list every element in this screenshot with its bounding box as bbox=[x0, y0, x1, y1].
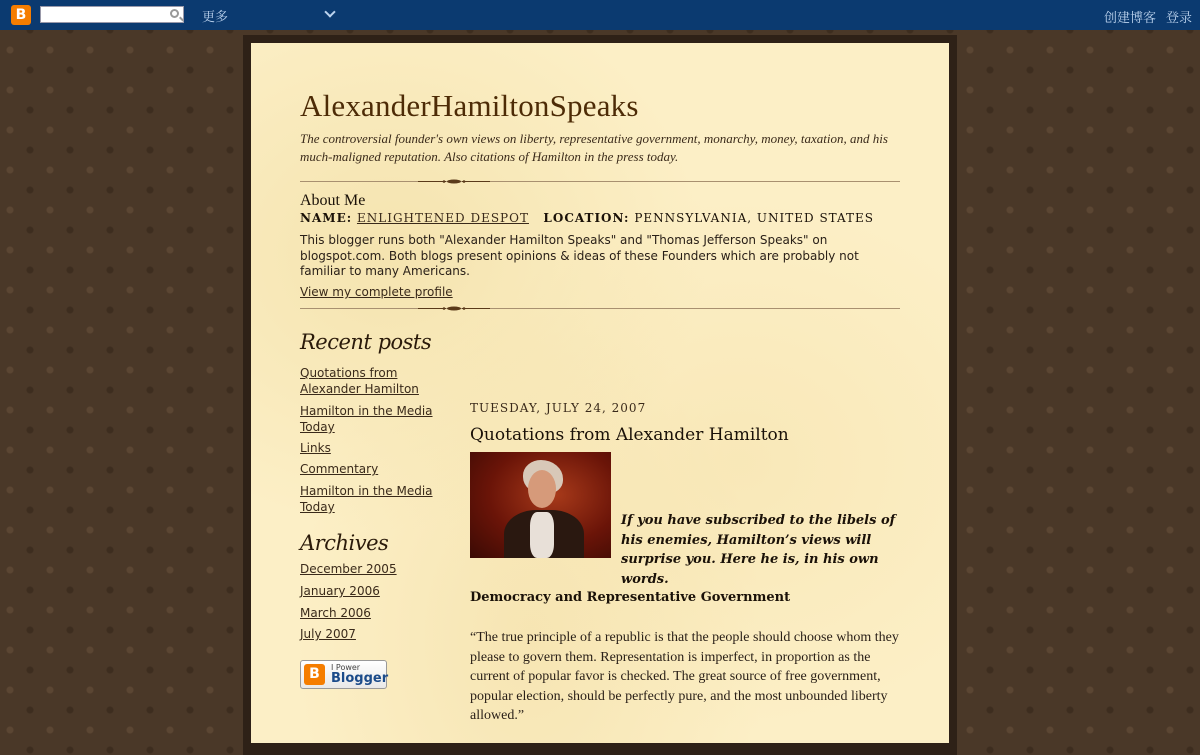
blogger-navbar bbox=[0, 0, 1200, 30]
view-profile-link[interactable]: View my complete profile bbox=[300, 285, 453, 299]
name-label: NAME: bbox=[300, 211, 353, 225]
blogger-logo-icon: B bbox=[304, 664, 325, 685]
navbar-search-input[interactable] bbox=[44, 9, 164, 22]
powered-by-blogger-badge[interactable] bbox=[300, 660, 387, 689]
blog-description: The controversial founder's own views on liberty, representative government, monarchy, money, taxation, and his much-maligned reputation. Also citations of Hamilton in the press today. bbox=[300, 131, 888, 164]
about-meta bbox=[300, 211, 874, 225]
recent-post-link[interactable]: Hamilton in the Media Today bbox=[300, 404, 433, 434]
chevron-down-icon[interactable] bbox=[324, 6, 335, 17]
more-menu-label[interactable]: 更多 bbox=[202, 10, 229, 25]
about-text: This blogger runs both "Alexander Hamilton Speaks" and "Thomas Jefferson Speaks" on blogspot.com. Both blogs present opinions & ideas of these Founders which are probably not familiar to many Americans. bbox=[300, 233, 859, 278]
hamilton-portrait-image[interactable] bbox=[470, 452, 611, 558]
badge-small-text: I Power bbox=[331, 663, 361, 672]
recent-post-link[interactable]: Quotations from Alexander Hamilton bbox=[300, 366, 419, 396]
archive-link[interactable]: January 2006 bbox=[300, 584, 380, 598]
archives-heading: Archives bbox=[300, 531, 389, 555]
divider-ornament-icon bbox=[418, 306, 490, 311]
profile-name-link[interactable]: ENLIGHTENED DESPOT bbox=[356, 211, 529, 225]
badge-big-text: Blogger bbox=[331, 671, 389, 686]
navbar-search-box[interactable] bbox=[40, 6, 184, 23]
post-intro-text: If you have subscribed to the libels of his enemies, Hamilton’s views will surprise you. Here he is, in his own words. bbox=[621, 513, 896, 587]
post-date: TUESDAY, JULY 24, 2007 bbox=[470, 401, 647, 415]
location-value: PENNSYLVANIA, UNITED STATES bbox=[634, 211, 875, 225]
post-quote-text: “The true principle of a republic is that the people should choose whom they please to govern them. Representation is imperfect, in proportion as the current of popular favor is checked. The great source of free government, popular election, should be perfectly pure, and the most unbounded liberty allowed.” bbox=[470, 630, 899, 723]
archive-link[interactable]: July 2007 bbox=[300, 627, 356, 641]
recent-post-link[interactable]: Commentary bbox=[300, 462, 379, 476]
recent-posts-heading: Recent posts bbox=[300, 330, 432, 354]
about-me-heading: About Me bbox=[300, 192, 366, 209]
divider-ornament-icon bbox=[418, 179, 490, 184]
archive-link[interactable]: March 2006 bbox=[300, 606, 371, 620]
header-divider bbox=[300, 181, 900, 182]
recent-post-link[interactable]: Links bbox=[300, 441, 331, 455]
archive-link[interactable]: December 2005 bbox=[300, 562, 397, 576]
recent-post-link[interactable]: Hamilton in the Media Today bbox=[300, 484, 433, 514]
location-label: LOCATION: bbox=[543, 211, 630, 225]
search-icon[interactable] bbox=[170, 9, 179, 18]
blog-title[interactable]: AlexanderHamiltonSpeaks bbox=[300, 88, 639, 123]
about-divider bbox=[300, 308, 900, 309]
login-link[interactable]: 登录 bbox=[1166, 11, 1193, 26]
blogger-logo-icon[interactable]: B bbox=[11, 5, 31, 25]
post-section-heading: Democracy and Representative Government bbox=[470, 590, 791, 605]
post-title[interactable]: Quotations from Alexander Hamilton bbox=[470, 425, 789, 445]
create-blog-link[interactable]: 创建博客 bbox=[1104, 11, 1157, 26]
